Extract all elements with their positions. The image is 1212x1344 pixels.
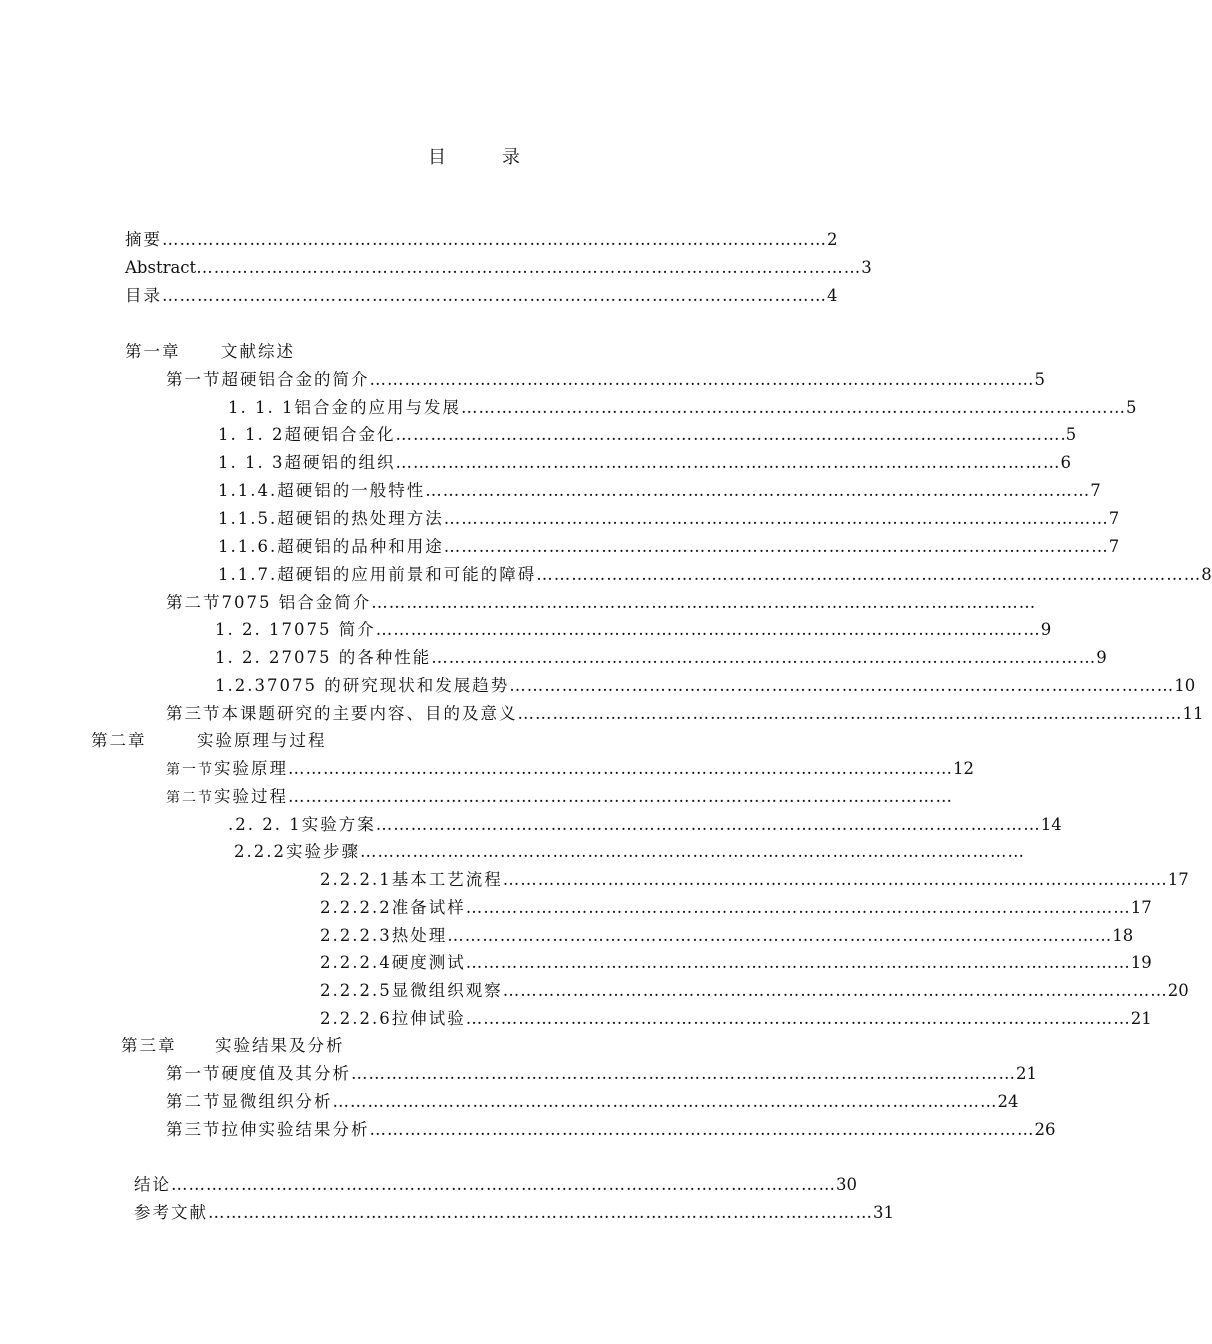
dot-leader: …………………………………………………………………………………………………… [395, 453, 1061, 472]
toc-label: 超硬铝合金的简介 [221, 370, 370, 389]
toc-page-number: 20 [1167, 981, 1189, 1000]
title-left: 目 [428, 147, 448, 168]
toc-label: 基本工艺流程 [391, 870, 503, 889]
dot-leader: …………………………………………………………………………………………………… [369, 370, 1035, 389]
toc-page-number: 24 [997, 1092, 1019, 1111]
toc-sub-2-2-2-3[interactable] [320, 924, 1134, 948]
toc-page-number: 17 [1130, 898, 1152, 917]
toc-page-number: 26 [1034, 1120, 1056, 1139]
section-number: 第二节 [166, 790, 214, 806]
subsection-number: 2.2.2.5 [320, 981, 392, 1000]
dot-leader: …………………………………………………………………………………………………… [288, 759, 953, 778]
toc-sub-2-2-2-4[interactable] [320, 951, 1152, 975]
page-title [0, 143, 950, 169]
dot-leader: …………………………………………………………………………………………………… [502, 981, 1168, 1000]
toc-page-number: 8 [1201, 565, 1212, 584]
toc-label: 参考文献 [134, 1203, 208, 1222]
dot-leader: …………………………………………………………………………………………………… [465, 1009, 1131, 1028]
subsection-number: 1. 2. 1 [215, 620, 282, 639]
toc-page-number: 5 [1125, 398, 1137, 417]
toc-sub-1-2-3[interactable] [215, 674, 1196, 698]
section-number: 第二节 [166, 593, 222, 612]
dot-leader: …………………………………………………………………………………………………… [425, 481, 1091, 500]
dot-leader: …………………………………………………………………………………………………… [517, 704, 1183, 723]
subsection-number: 1. 1. 3 [218, 453, 285, 472]
dot-leader: …………………………………………………………………………………………………… [447, 926, 1113, 945]
toc-label: 7075 的研究现状和发展趋势 [266, 676, 510, 695]
dot-leader: …………………………………………………………………………………………………… [162, 286, 827, 305]
chapter-number: 第二章 [91, 731, 147, 750]
toc-page-number: 2 [827, 230, 838, 249]
toc-sub-2-2-2-6[interactable] [320, 1007, 1152, 1031]
dot-leader: …………………………………………………………………………………………………… [369, 1120, 1035, 1139]
toc-page-number: 7 [1108, 537, 1120, 556]
toc-label: 实验原理与过程 [197, 731, 327, 750]
toc-label: 实验步骤 [285, 842, 360, 861]
toc-section-2-2[interactable] [166, 785, 953, 809]
toc-page-number: 11 [1182, 704, 1204, 723]
toc-label: 拉伸试验 [391, 1009, 466, 1028]
toc-sub-2-2-2[interactable] [234, 840, 1025, 864]
subsection-number: 1.1.7. [218, 565, 278, 584]
toc-page-number: 21 [1130, 1009, 1152, 1028]
toc-page-number: 9 [1096, 648, 1107, 667]
toc-sub-1-1-4[interactable] [218, 479, 1101, 503]
dot-leader: …………………………………………………………………………………………………… [431, 648, 1097, 667]
subsection-number: 2.2.2.4 [320, 953, 392, 972]
subsection-number: 1.1.6. [218, 537, 278, 556]
toc-label: 超硬铝的一般特性 [277, 481, 426, 500]
toc-sub-1-1-6[interactable] [218, 535, 1120, 559]
toc-page-number: 4 [827, 286, 838, 305]
toc-page-number: 3 [861, 258, 872, 277]
toc-entry-abstract-en[interactable] [125, 256, 872, 280]
toc-chapter-3[interactable] [121, 1034, 521, 1058]
dot-leader: …………………………………………………………………………………………………… [465, 953, 1131, 972]
dot-leader: …………………………………………………………………………………………………… [509, 676, 1175, 695]
toc-label: 实验方案 [301, 815, 376, 834]
subsection-number: 2.2.2.3 [320, 926, 392, 945]
toc-page-number: 9 [1040, 620, 1052, 639]
toc-label: 超硬铝的热处理方法 [277, 509, 444, 528]
toc-label: 超硬铝合金化 [284, 425, 396, 444]
subsection-number: 1. 2. 2 [215, 648, 282, 667]
toc-sub-2-2-2-5[interactable] [320, 979, 1189, 1003]
subsection-number: 2.2.2 [234, 842, 286, 861]
toc-sub-1-1-2[interactable] [218, 423, 1077, 447]
dot-leader: …………………………………………………………………………………………………… [375, 620, 1041, 639]
dot-leader: …………………………………………………………………………………………………… [371, 593, 1037, 612]
chapter-number: 第三章 [121, 1036, 177, 1055]
toc-sub-1-2-2[interactable] [215, 646, 1107, 670]
toc-page-number: 21 [1016, 1064, 1037, 1083]
toc-page-number: 14 [1040, 815, 1062, 834]
toc-section-2-1[interactable] [166, 757, 974, 781]
subsection-number: 1. 1. 1 [228, 398, 295, 417]
toc-sub-1-2-1[interactable] [215, 618, 1052, 642]
toc-label: 实验原理 [214, 759, 288, 778]
title-right: 录 [502, 147, 522, 168]
dot-leader: …………………………………………………………………………………………………… [171, 1175, 836, 1194]
dot-leader: …………………………………………………………………………………………………… [443, 537, 1109, 556]
toc-section-1-2[interactable] [166, 591, 1037, 615]
toc-page-number: 31 [873, 1203, 894, 1222]
toc-page-number: 7 [1108, 509, 1120, 528]
toc-entry-abstract-cn[interactable] [125, 228, 838, 252]
dot-leader: …………………………………………………………………………………………………… [162, 230, 827, 249]
toc-sub-2-2-1[interactable] [228, 813, 1062, 837]
toc-label: 硬度测试 [391, 953, 466, 972]
toc-entry-references[interactable] [134, 1201, 894, 1225]
toc-label: 目录 [125, 286, 162, 305]
section-number: 第一节 [166, 370, 222, 389]
toc-page-number: 30 [836, 1175, 857, 1194]
subsection-number: 2.2.2.2 [320, 898, 392, 917]
dot-leader: …………………………………………………………………………………………………… [465, 898, 1131, 917]
dot-leader: …………………………………………………………………………………………………… [460, 398, 1126, 417]
toc-label: 显微组织观察 [391, 981, 503, 1000]
toc-label: 实验结果及分析 [215, 1036, 345, 1055]
toc-label: 硬度值及其分析 [221, 1064, 351, 1083]
toc-label: 7075 铝合金简介 [221, 593, 372, 612]
toc-sub-2-2-2-1[interactable] [320, 868, 1189, 892]
dot-leader: …………………………………………………………………………………………………… [208, 1203, 873, 1222]
toc-page-number: 18 [1112, 926, 1134, 945]
subsection-number: 1.1.4. [218, 481, 278, 500]
toc-section-1-3[interactable] [166, 702, 1204, 726]
subsection-number: 2.2.2.1 [320, 870, 392, 889]
toc-label: 准备试样 [391, 898, 466, 917]
toc-page-number: .5 [1060, 425, 1077, 444]
toc-section-1-1[interactable] [166, 368, 1045, 392]
toc-sub-1-1-7[interactable] [218, 563, 1212, 587]
dot-leader: …………………………………………………………………………………………………… [196, 258, 862, 277]
dot-leader: …………………………………………………………………………………………………… [351, 1064, 1016, 1083]
toc-sub-1-1-1[interactable] [228, 396, 1137, 420]
section-number: 第三节 [166, 704, 222, 723]
toc-label: 超硬铝的应用前景和可能的障碍 [277, 565, 537, 584]
subsection-number: .2. 2. 1 [228, 815, 302, 834]
toc-page-number: 17 [1167, 870, 1189, 889]
toc-sub-2-2-2-2[interactable] [320, 896, 1152, 920]
dot-leader: …………………………………………………………………………………………………… [375, 815, 1041, 834]
toc-page-number: 7 [1090, 481, 1101, 500]
toc-section-3-2[interactable] [166, 1090, 1019, 1114]
toc-label: 实验过程 [214, 787, 288, 806]
toc-label: 热处理 [391, 926, 448, 945]
section-number: 第一节 [166, 1064, 222, 1083]
toc-label: 拉伸实验结果分析 [221, 1120, 370, 1139]
section-number: 第一节 [166, 762, 214, 778]
toc-page-number: 6 [1060, 453, 1071, 472]
toc-label: 7075 的各种性能 [281, 648, 432, 667]
subsection-number: 1.2.3 [215, 676, 267, 695]
toc-label: 显微组织分析 [221, 1092, 333, 1111]
dot-leader: …………………………………………………………………………………………………… [502, 870, 1168, 889]
dot-leader: …………………………………………………………………………………………………… [332, 1092, 998, 1111]
toc-label: 结论 [134, 1175, 171, 1194]
toc-section-3-3[interactable] [166, 1118, 1056, 1142]
toc-page-number: 19 [1130, 953, 1152, 972]
chapter-number: 第一章 [125, 342, 181, 361]
toc-label: 本课题研究的主要内容、目的及意义 [221, 704, 518, 723]
subsection-number: 1. 1. 2 [218, 425, 285, 444]
toc-label: 7075 简介 [281, 620, 376, 639]
toc-label: 超硬铝的品种和用途 [277, 537, 444, 556]
dot-leader: …………………………………………………………………………………………………… [359, 842, 1025, 861]
dot-leader: …………………………………………………………………………………………………… [536, 565, 1202, 584]
toc-sub-1-1-3[interactable] [218, 451, 1071, 475]
toc-page-number: 5 [1034, 370, 1045, 389]
subsection-number: 1.1.5. [218, 509, 278, 528]
dot-leader: …………………………………………………………………………………………………… [395, 425, 1061, 444]
dot-leader: …………………………………………………………………………………………………… [288, 787, 953, 806]
toc-label: 铝合金的应用与发展 [294, 398, 461, 417]
toc-entry-contents[interactable] [125, 284, 838, 308]
toc-label: Abstract [125, 258, 197, 277]
toc-entry-conclusion[interactable] [134, 1173, 857, 1197]
dot-leader: …………………………………………………………………………………………………… [443, 509, 1109, 528]
toc-chapter-1[interactable] [125, 340, 525, 364]
toc-page-number: 12 [953, 759, 974, 778]
toc-label: 摘要 [125, 230, 162, 249]
toc-page-number: 10 [1174, 676, 1196, 695]
toc-chapter-2[interactable] [91, 729, 491, 753]
toc-label: 超硬铝的组织 [284, 453, 396, 472]
toc-sub-1-1-5[interactable] [218, 507, 1120, 531]
toc-section-3-1[interactable] [166, 1062, 1037, 1086]
subsection-number: 2.2.2.6 [320, 1009, 392, 1028]
toc-label: 文献综述 [221, 342, 295, 361]
section-number: 第二节 [166, 1092, 222, 1111]
section-number: 第三节 [166, 1120, 222, 1139]
